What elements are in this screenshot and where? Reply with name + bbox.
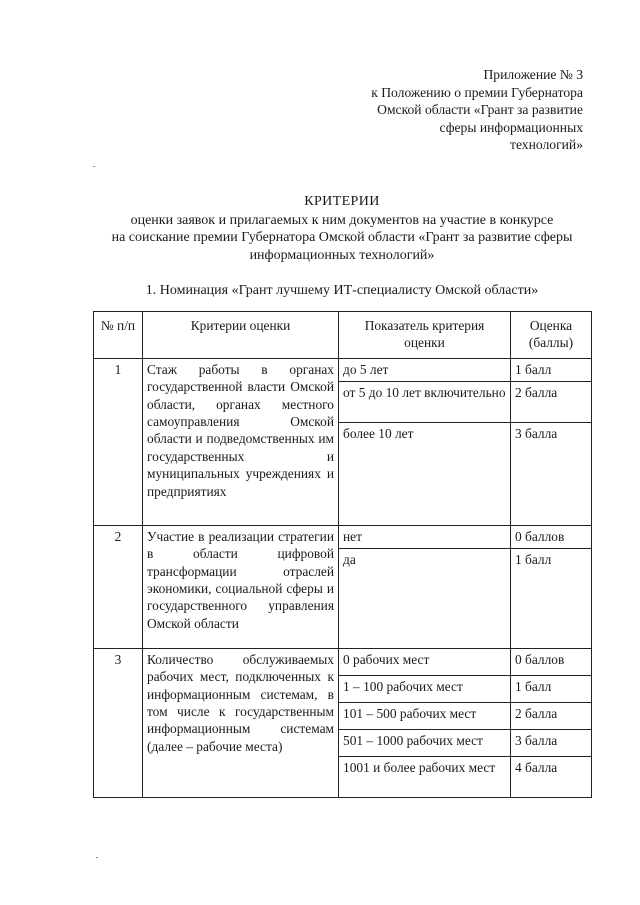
indicator-cell: 1 – 100 рабочих мест [339, 675, 511, 702]
indicator-cell: 1001 и более рабочих мест [339, 756, 511, 797]
header-num: № п/п [94, 312, 143, 359]
appendix-line: сферы информационных [439, 119, 583, 135]
header-criterion: Критерии оценки [143, 312, 339, 359]
score-cell: 3 балла [511, 729, 592, 756]
criteria-table [93, 311, 592, 798]
score-cell: 1 балл [511, 358, 592, 381]
section-title: 1. Номинация «Грант лучшему ИТ-специалисту Омской области» [145, 283, 539, 298]
score-cell: 4 балла [511, 756, 592, 797]
criterion-text: Стаж работы в органах государственной власти Омской области, органах местного самоуправления Омской области и подведомственных им государственных и муниципальных учреждениях и предприятиях [143, 358, 339, 525]
heading-line: информационных технологий» [249, 247, 435, 263]
table-header-row [94, 312, 592, 359]
scan-speck [96, 857, 98, 858]
criterion-text: Количество обслуживаемых рабочих мест, подключенных к информационным системам, в том числе к государственным информационным системам (далее – рабочие места) [143, 648, 339, 797]
indicator-cell: нет [339, 525, 511, 548]
table-row [94, 525, 592, 548]
header-indicator: Показатель критерия оценки [339, 312, 511, 359]
indicator-cell: да [339, 548, 511, 648]
score-cell: 1 балл [511, 548, 592, 648]
heading-line: оценки заявок и прилагаемых к ним документов на участие в конкурсе [130, 212, 554, 228]
indicator-cell: от 5 до 10 лет включительно [339, 381, 511, 422]
score-cell: 3 балла [511, 422, 592, 525]
indicator-cell: 501 – 1000 рабочих мест [339, 729, 511, 756]
appendix-block [283, 66, 583, 154]
table-row [94, 358, 592, 381]
appendix-line: технологий» [510, 137, 583, 153]
row-number: 1 [94, 358, 143, 525]
document-title: КРИТЕРИИ [304, 194, 380, 209]
indicator-cell: до 5 лет [339, 358, 511, 381]
score-cell: 2 балла [511, 702, 592, 729]
score-cell: 0 баллов [511, 525, 592, 548]
indicator-cell: 101 – 500 рабочих мест [339, 702, 511, 729]
header-score: Оценка (баллы) [511, 312, 592, 359]
score-cell: 2 балла [511, 381, 592, 422]
appendix-line: к Положению о премии Губернатора [371, 84, 583, 100]
criterion-text: Участие в реализации стратегии в области цифровой трансформации отраслей экономики, социальной сферы и государственного управления Омской области [143, 525, 339, 648]
score-cell: 1 балл [511, 675, 592, 702]
score-cell: 0 баллов [511, 648, 592, 675]
row-number: 3 [94, 648, 143, 797]
scan-speck [93, 166, 95, 167]
indicator-cell: 0 рабочих мест [339, 648, 511, 675]
heading-line: на соискание премии Губернатора Омской области «Грант за развитие сферы [111, 230, 573, 246]
table-row [94, 648, 592, 675]
row-number: 2 [94, 525, 143, 648]
appendix-line: Приложение № 3 [483, 67, 583, 82]
document-heading [92, 193, 592, 264]
appendix-line: Омской области «Грант за развитие [377, 102, 583, 118]
indicator-cell: более 10 лет [339, 422, 511, 525]
